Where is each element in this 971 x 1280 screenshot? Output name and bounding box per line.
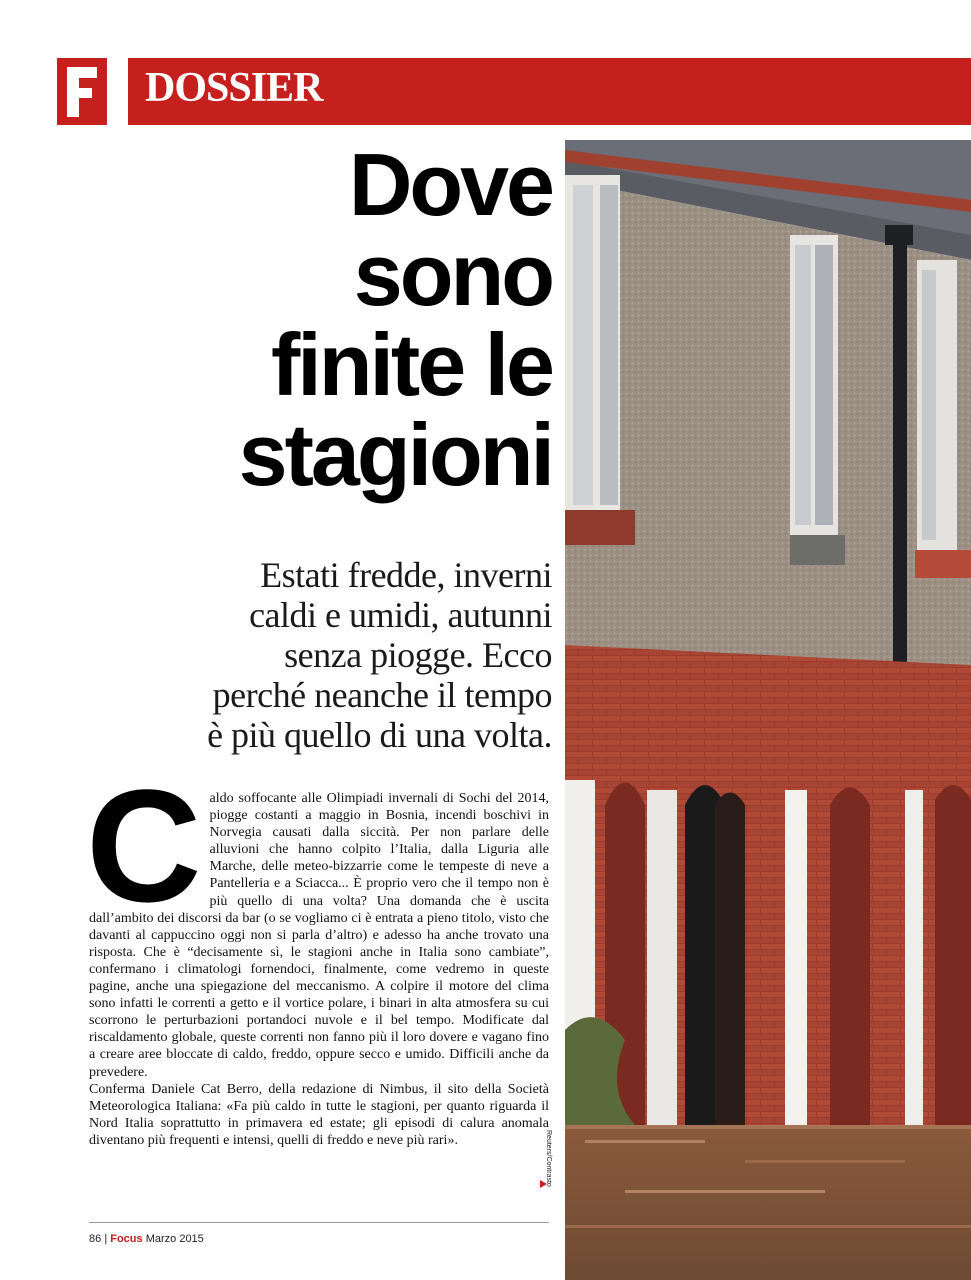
- headline-line: sono: [353, 225, 552, 324]
- headline: [32, 135, 552, 504]
- body-paragraph: aldo soffocante alle Olimpiadi invernali di Sochi del 2014, piogge costanti a maggio in Bosnia, incendi boschivi in Norvegia causati dalla siccità. Per non parlare delle alluvioni che hanno colpito l’Italia, dalla Liguria alle Marche, delle meteo-bizzarrie come le tempeste di neve a Pantelleria e a Sciacca... È proprio vero che il tempo non è più quello di una volta? Una domanda che è uscita dall’ambito dei discorsi da bar (o se vogliamo ci è entrata a pieno titolo, visto che davanti al cappuccino oggi non si parla d’altro) e adesso ha anche trovato una risposta. Che è “decisamente sì, le stagioni anche in Italia sono cambiate”, confermano i climatologi fornendoci, finalmente, come vedremo in queste pagine, anche una spiegazione del meccanismo. A colpire il motore del clima sono infatti le correnti a getto e il vortice polare, i binari in alta atmosfera su cui scorrono le perturbazioni portandoci nuvole e il bel tempo. Modificate dal riscaldamento globale, queste correnti non fanno più il loro dovere e vagano fino a creare aree bloccate di caldo, freddo, oppure secco e umido. Difficili anche da prevedere.: [89, 791, 549, 1080]
- footer-separator: |: [104, 1233, 108, 1245]
- standfirst-line: caldi e umidi, autunni: [249, 595, 552, 635]
- article-body: [86, 756, 549, 1149]
- magazine-brand: Focus: [110, 1233, 143, 1245]
- continue-arrow-icon: [540, 1180, 547, 1188]
- headline-line: stagioni: [238, 405, 552, 504]
- body-paragraph: Conferma Daniele Cat Berro, della redazione di Nimbus, il sito della Società Meteorologica Italiana: «Fa più caldo in tutte le stagioni, per quanto riguarda il Nord Italia soprattutto in primavera ed estate; gli episodi di calura anomala diventano più frequenti e intensi, quelli di freddo e neve più rari».: [89, 1081, 549, 1148]
- headline-line: Dove: [348, 135, 552, 234]
- section-band: [128, 58, 971, 125]
- drop-cap: C: [86, 756, 202, 935]
- standfirst-line: senza piogge. Ecco: [284, 635, 552, 675]
- photo-credit: Reuters/Contrasto: [545, 1130, 552, 1187]
- flooded-houses-photo: [565, 140, 971, 1280]
- footer-rule: [89, 1222, 549, 1223]
- focus-f-logo-icon: [57, 58, 107, 125]
- issue-date: Marzo 2015: [145, 1233, 204, 1245]
- section-label: DOSSIER: [145, 65, 323, 111]
- standfirst-line: è più quello di una volta.: [207, 715, 552, 755]
- page-footer: [89, 1233, 204, 1245]
- section-header: [57, 58, 971, 125]
- standfirst-line: Estati fredde, inverni: [260, 555, 552, 595]
- standfirst-line: perché neanche il tempo: [212, 675, 552, 715]
- page-number: 86: [89, 1233, 102, 1245]
- headline-line: finite le: [270, 315, 552, 414]
- standfirst: [72, 555, 552, 755]
